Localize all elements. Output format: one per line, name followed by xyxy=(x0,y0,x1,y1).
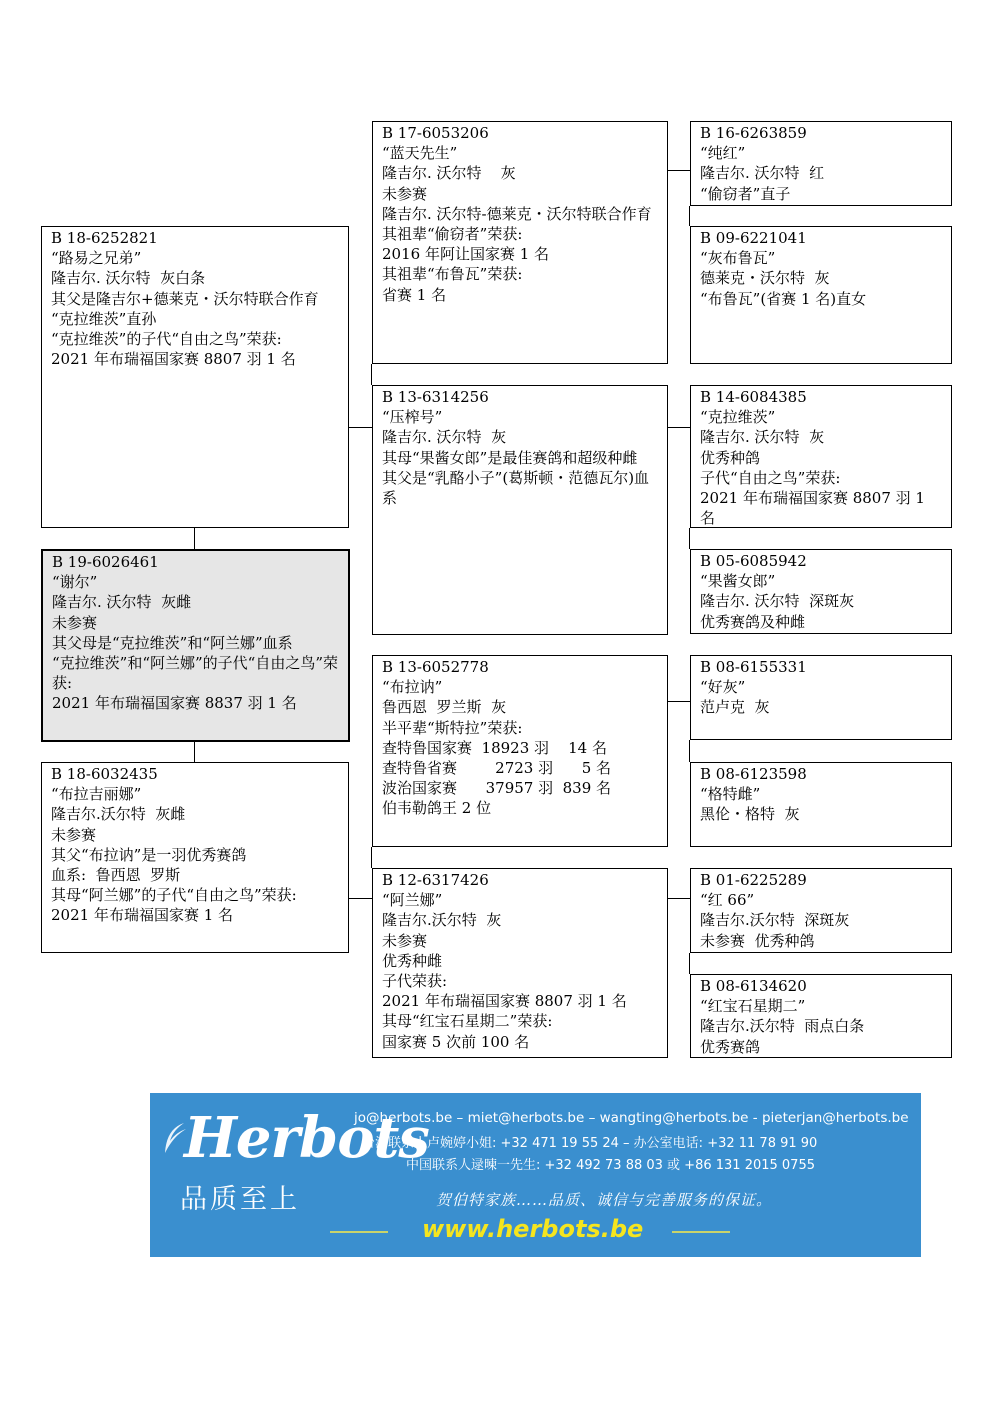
connector-dam-stub xyxy=(349,898,372,899)
pedigree-line: “格特雌” xyxy=(700,785,761,804)
pedigree-line: 优秀种雌 xyxy=(382,951,443,970)
pedigree-line: 伯韦勒鸽王 2 位 xyxy=(382,799,492,818)
pedigree-line: “纯红” xyxy=(700,144,746,163)
pedigree-line: “灰布鲁瓦” xyxy=(700,249,776,268)
pedigree-line: 德莱克・沃尔特 灰 xyxy=(700,269,830,288)
ring-number: B 13-6314256 xyxy=(382,388,489,406)
pedigree-line: 2021 年布瑞福国家赛 8807 羽 1 名 xyxy=(51,350,296,369)
connector-sire-subject xyxy=(194,528,195,549)
taiwan-contact: 台湾联系人卢婉婷小姐: +32 471 19 55 24 – 办公室电话: +32 11 78 91 90 xyxy=(362,1136,818,1151)
pedigree-line: 隆吉尔.沃尔特 深斑灰 xyxy=(700,911,850,930)
pedigree-line: 其母“红宝石星期二”荣获: xyxy=(382,1012,553,1031)
pedigree-line: 未参赛 优秀种鸽 xyxy=(700,931,815,950)
pedigree-line: “克拉维茨” xyxy=(700,408,776,427)
pedigree-line: “布鲁瓦”(省赛 1 名)直女 xyxy=(700,289,867,308)
pedigree-box-ssd xyxy=(690,226,952,364)
connector-dd-stub xyxy=(668,898,690,899)
pedigree-box-dam-sire xyxy=(372,655,668,847)
pedigree-line: 波治国家赛 37957 羽 839 名 xyxy=(382,779,612,798)
pedigree-line: 其父是隆吉尔+德莱克・沃尔特联合作育 xyxy=(51,289,319,308)
pedigree-box-sss xyxy=(690,121,952,206)
connector-sire-vertical xyxy=(371,364,372,385)
pedigree-line: 其祖辈“偷窃者”荣获: xyxy=(382,225,523,244)
pedigree-line: 优秀赛鸽及种雌 xyxy=(700,612,806,631)
pedigree-line: “克拉维茨”的子代“自由之鸟”荣获: xyxy=(51,330,282,349)
pedigree-line: 国家赛 5 次前 100 名 xyxy=(382,1032,530,1051)
pedigree-line: “果酱女郎” xyxy=(700,572,776,591)
pedigree-line: “布拉讷” xyxy=(382,678,443,697)
pedigree-line: “克拉维茨”直孙 xyxy=(51,309,157,328)
pedigree-line: “克拉维茨”和“阿兰娜”的子代“自由之鸟”荣获: xyxy=(52,654,339,693)
ring-number: B 08-6123598 xyxy=(700,765,807,783)
pedigree-line: “阿兰娜” xyxy=(382,891,443,910)
pedigree-line: 优秀赛鸽 xyxy=(700,1037,761,1056)
connector-ss-stub xyxy=(668,170,690,171)
pedigree-line: 其父是“乳酪小子”(葛斯顿・范德瓦尔)血系 xyxy=(382,468,650,508)
pedigree-line: “压榨号” xyxy=(382,408,443,427)
ring-number: B 05-6085942 xyxy=(700,552,807,570)
herbots-logo: Herbots xyxy=(184,1105,429,1171)
pedigree-line: 其父“布拉讷”是一羽优秀赛鸽 xyxy=(51,845,247,864)
pedigree-box-dam-dam xyxy=(372,868,668,1058)
ring-number: B 01-6225289 xyxy=(700,871,807,889)
tagline: 贺伯特家族……品质、诚信与完善服务的保证。 xyxy=(436,1191,773,1209)
connector-sire-stub xyxy=(349,427,372,428)
pedigree-line: 2021 年布瑞福国家赛 8807 羽 1 名 xyxy=(382,992,627,1011)
pedigree-line: 隆吉尔.沃尔特 灰 xyxy=(382,911,502,930)
pedigree-box-dds xyxy=(690,868,952,953)
pedigree-box-sire-sire xyxy=(372,121,668,364)
ring-number: B 14-6084385 xyxy=(700,388,807,406)
pedigree-line: 隆吉尔. 沃尔特 灰 xyxy=(700,428,825,447)
website-rule-left xyxy=(330,1231,388,1233)
pedigree-line: “谢尔” xyxy=(52,573,98,592)
pedigree-line: 未参赛 xyxy=(382,184,428,203)
pedigree-line: “好灰” xyxy=(700,678,746,697)
pedigree-line: “布拉吉丽娜” xyxy=(51,785,142,804)
ring-number: B 08-6134620 xyxy=(700,977,807,995)
pedigree-line: 范卢克 灰 xyxy=(700,698,770,717)
connector-sd-vertical xyxy=(689,528,690,549)
pedigree-line: 其祖辈“布鲁瓦”荣获: xyxy=(382,265,523,284)
pedigree-box-ddd xyxy=(690,974,952,1058)
connector-subject-dam xyxy=(194,742,195,762)
pedigree-line: 子代荣获: xyxy=(382,972,448,991)
pedigree-line: 未参赛 xyxy=(52,613,98,632)
ring-number: B 18-6252821 xyxy=(51,229,158,247)
pedigree-box-dam xyxy=(41,762,349,953)
ring-number: B 13-6052778 xyxy=(382,658,489,676)
pedigree-box-subject xyxy=(41,549,350,742)
ring-number: B 18-6032435 xyxy=(51,765,158,783)
herbots-banner xyxy=(150,1093,921,1257)
pedigree-line: 查特鲁国家赛 18923 羽 14 名 xyxy=(382,738,607,757)
ring-number: B 08-6155331 xyxy=(700,658,807,676)
pedigree-line: 未参赛 xyxy=(51,825,97,844)
website-link[interactable]: www.herbots.be xyxy=(422,1215,644,1243)
pedigree-line: 隆吉尔. 沃尔特 灰白条 xyxy=(51,269,206,288)
pedigree-line: 隆吉尔. 沃尔特 灰 xyxy=(382,164,516,183)
pedigree-line: 隆吉尔.沃尔特 雨点白条 xyxy=(700,1017,865,1036)
pedigree-line: 隆吉尔.沃尔特 灰雌 xyxy=(51,805,186,824)
pedigree-line: 2016 年阿让国家赛 1 名 xyxy=(382,245,550,264)
connector-ds-stub xyxy=(668,701,690,702)
pedigree-line: 半平辈“斯特拉”荣获: xyxy=(382,718,523,737)
pedigree-line: “路易之兄弟” xyxy=(51,249,142,268)
pedigree-box-sds xyxy=(690,385,952,528)
ring-number: B 17-6053206 xyxy=(382,124,489,142)
pedigree-line: “红 66” xyxy=(700,891,755,910)
pedigree-box-sire xyxy=(41,226,349,528)
connector-dd-vertical xyxy=(689,953,690,974)
pedigree-line: 2021 年布瑞福国家赛 8807 羽 1 名 xyxy=(700,489,930,528)
slogan: 品质至上 xyxy=(180,1184,300,1215)
connector-ds-vertical xyxy=(689,740,690,762)
pedigree-line: 黑伦・格特 灰 xyxy=(700,805,800,824)
pedigree-line: 隆吉尔. 沃尔特 灰雌 xyxy=(52,593,192,612)
ring-number: B 12-6317426 xyxy=(382,871,489,889)
pedigree-line: “偷窃者”直子 xyxy=(700,184,791,203)
china-contact: 中国联系人逯暕一先生: +32 492 73 88 03 或 +86 131 2015 0755 xyxy=(406,1158,815,1173)
pedigree-box-dss xyxy=(690,655,952,740)
connector-sd-stub xyxy=(668,427,690,428)
pedigree-line: 鲁西恩 罗兰斯 灰 xyxy=(382,698,507,717)
pedigree-line: 隆吉尔. 沃尔特-德莱克・沃尔特联合作育 xyxy=(382,204,652,223)
pedigree-line: 2021 年布瑞福国家赛 1 名 xyxy=(51,906,234,925)
pedigree-line: 2021 年布瑞福国家赛 8837 羽 1 名 xyxy=(52,694,297,713)
ring-number: B 19-6026461 xyxy=(52,553,159,571)
pedigree-line: 查特鲁省赛 2723 羽 5 名 xyxy=(382,759,612,778)
pedigree-line: 隆吉尔. 沃尔特 灰 xyxy=(382,428,507,447)
pedigree-line: 省赛 1 名 xyxy=(382,285,447,304)
pedigree-line: “红宝石星期二” xyxy=(700,997,806,1016)
pedigree-line: 优秀种鸽 xyxy=(700,448,761,467)
pedigree-line: 隆吉尔. 沃尔特 红 xyxy=(700,164,825,183)
email-contacts: jo@herbots.be – miet@herbots.be – wangting@herbots.be - pieterjan@herbots.be xyxy=(354,1110,909,1126)
pedigree-line: 其母“阿兰娜”的子代“自由之鸟”荣获: xyxy=(51,886,297,905)
pedigree-line: 隆吉尔. 沃尔特 深斑灰 xyxy=(700,592,855,611)
pedigree-box-sdd xyxy=(690,549,952,634)
pedigree-line: 子代“自由之鸟”荣获: xyxy=(700,468,841,487)
pedigree-line: 未参赛 xyxy=(382,931,428,950)
connector-dam-vertical xyxy=(371,847,372,868)
pedigree-line: 血系: 鲁西恩 罗斯 xyxy=(51,866,181,885)
pedigree-line: 其父母是“克拉维茨”和“阿兰娜”血系 xyxy=(52,633,293,652)
ring-number: B 09-6221041 xyxy=(700,229,807,247)
pedigree-line: “蓝天先生” xyxy=(382,144,458,163)
website-rule-right xyxy=(672,1231,730,1233)
pedigree-box-sire-dam xyxy=(372,385,668,635)
ring-number: B 16-6263859 xyxy=(700,124,807,142)
pedigree-line: 其母“果酱女郎”是最佳赛鸽和超级种雌 xyxy=(382,448,638,467)
connector-ss-vertical xyxy=(689,206,690,226)
pedigree-box-dsd xyxy=(690,762,952,847)
